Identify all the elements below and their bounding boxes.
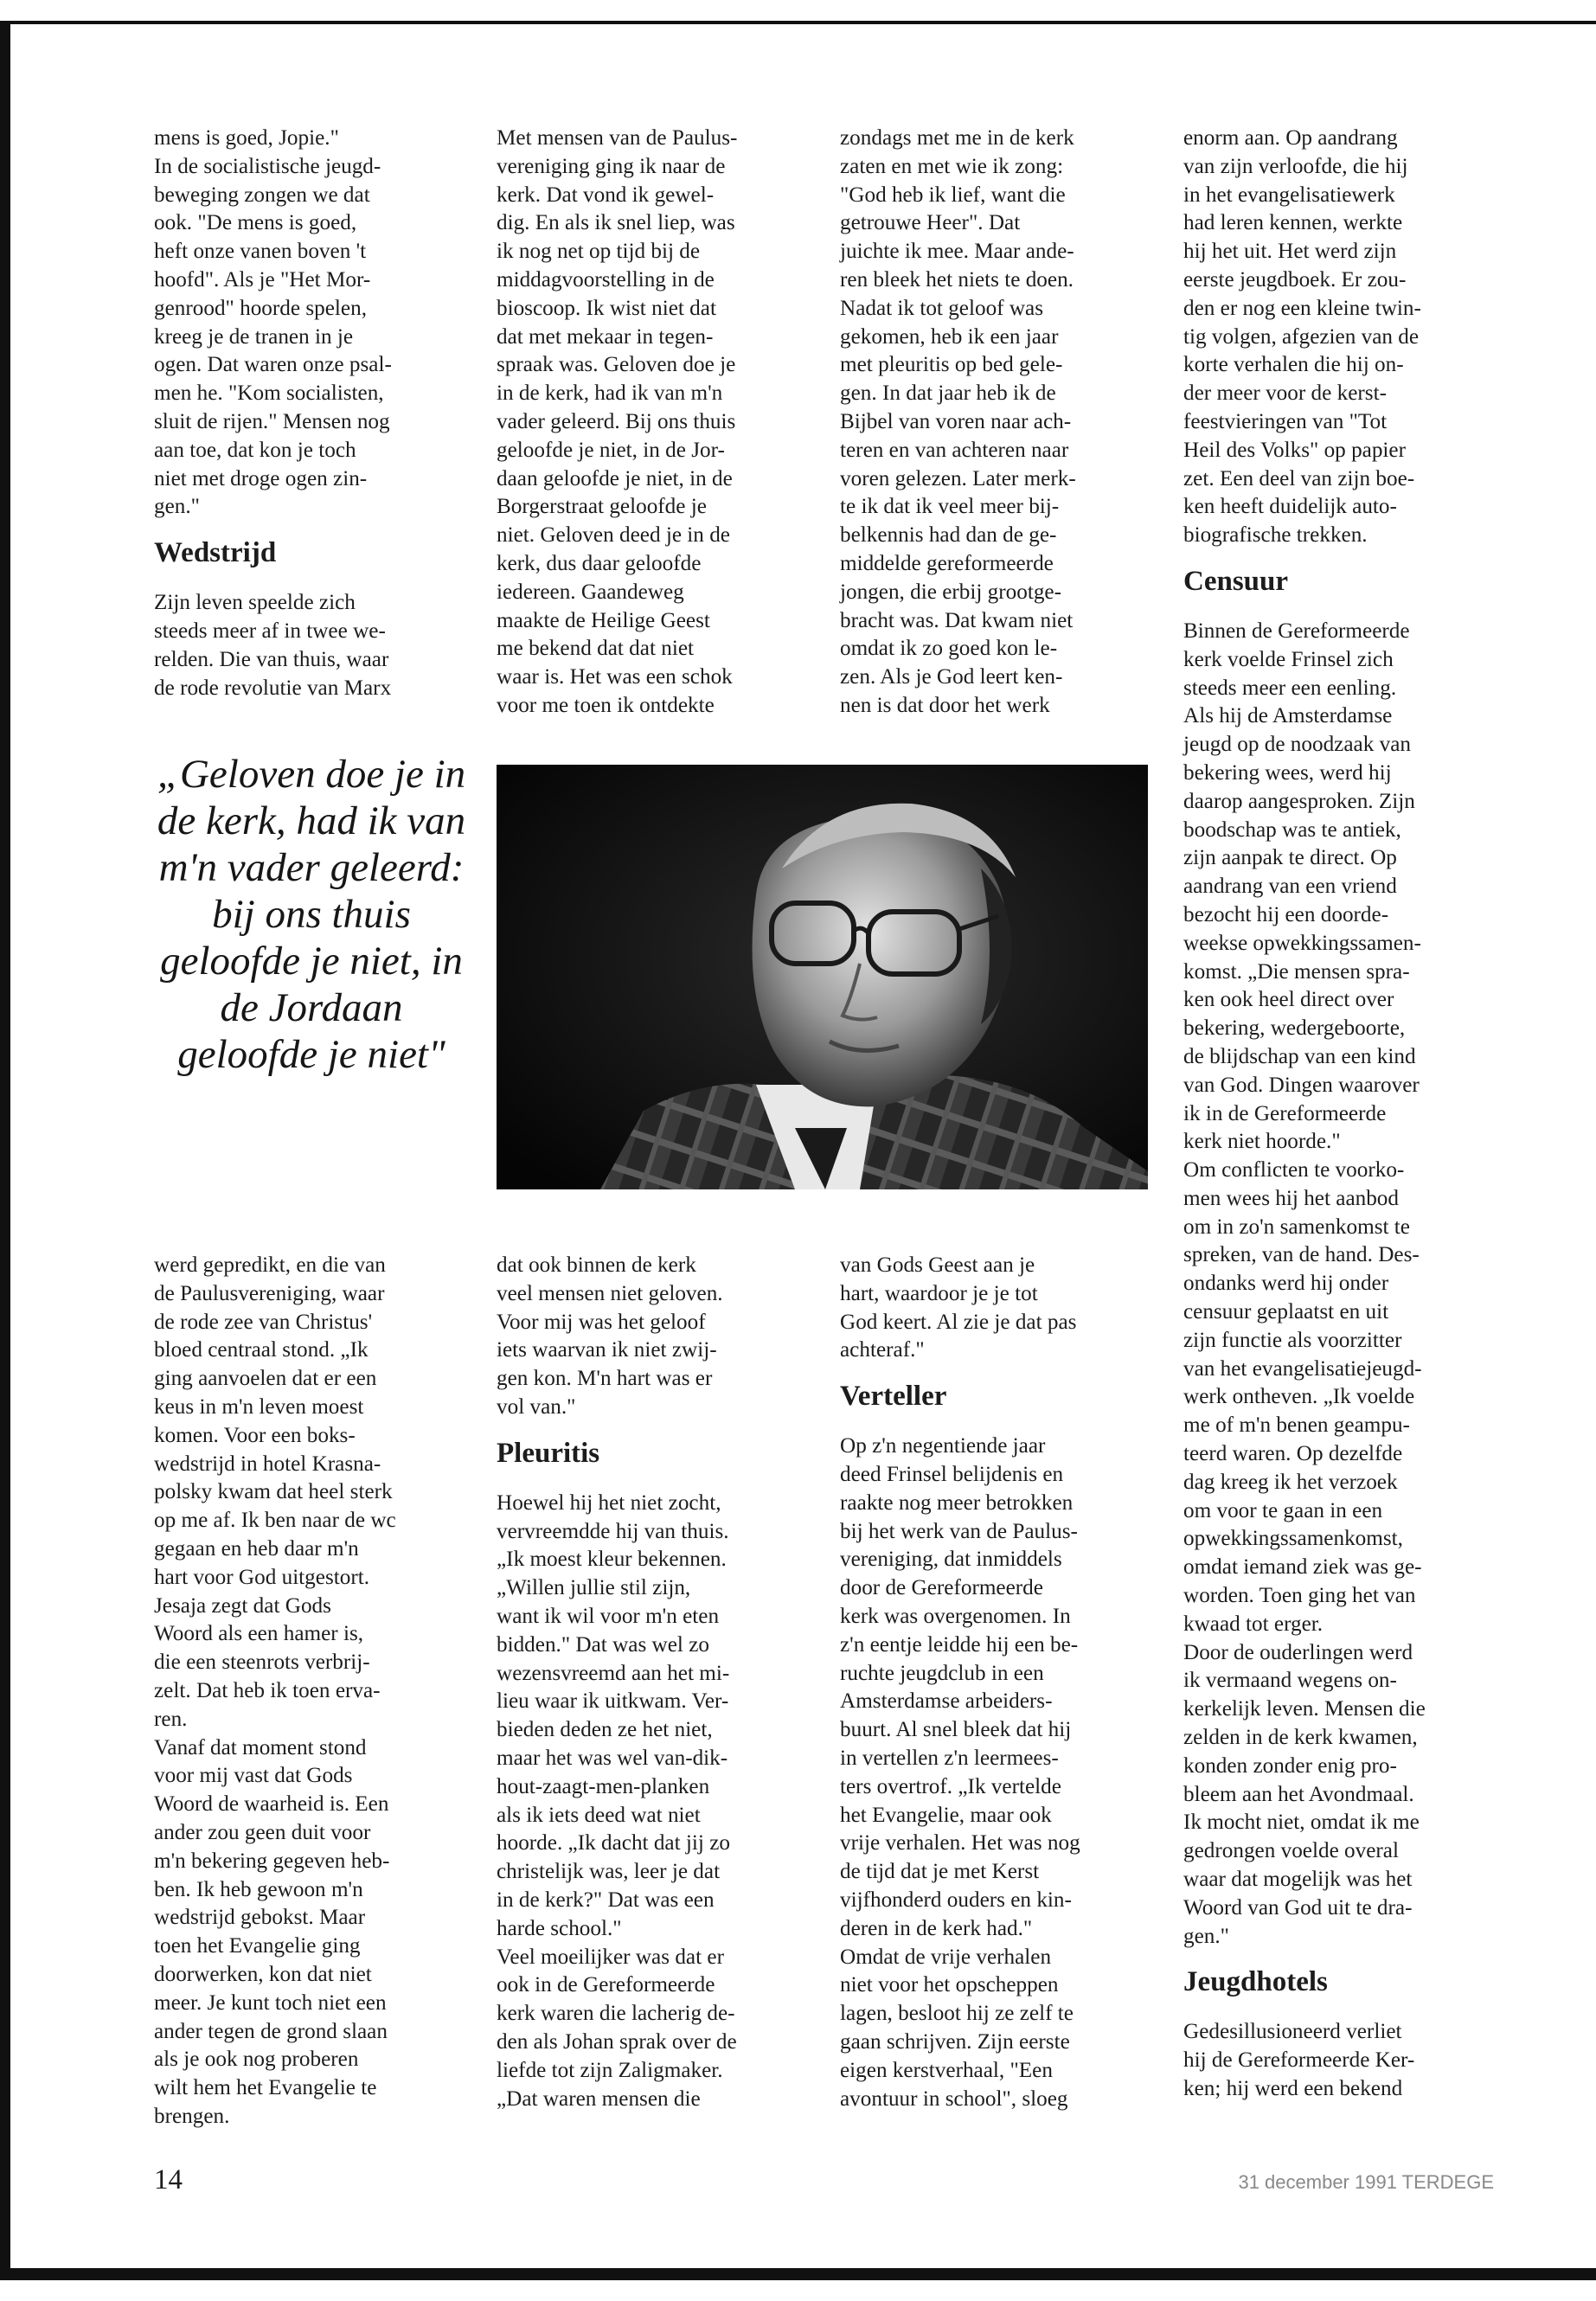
body-paragraph: van Gods Geest aan je hart, waardoor je je tot God keert. Al zie je dat pas achteraf." — [840, 1253, 1077, 1362]
section-heading: Jeugdhotels — [1183, 1966, 1328, 1998]
body-paragraph: zondags met me in de kerk zaten en met wie ik zong: "God heb ik lief, want die getrouwe Heer". Dat juichte ik mee. Maar ande- ren bleek het niets te doen. Nadat ik tot geloof was gekomen, heb ik een jaar met pleuritis op bed gele- gen. In dat jaar heb ik de Bijbel van voren naar ach- teren en van achteren naar voren gelezen. Later merk- te ik dat ik veel meer bij- belkennis had dan de ge- middelde gereformeerde jongen, die erbij grootge- bracht was. Dat kwam niet omdat ik zo goed kon le- zen. Als je God leert ken- nen is dat door het werk — [840, 126, 1076, 717]
body-paragraph: Op z'n negentiende jaar deed Frinsel belijdenis en raakte nog meer betrokken bij het werk van de Paulus- vereniging, dat inmiddels door de Gereformeerde kerk was overgenomen. In z'n eentje leidde hij een be- ruchte jeugdclub in een Amsterdamse arbeiders- buurt. Al snel bleek dat hij in vertellen z'n leermees- ters overtrof. „Ik vertelde het Evangelie, maar ook vrije verhalen. Het was nog de tijd dat je met Kerst vijfhonderd ouders en kin- deren in de kerk had." Omdat de vrije verhalen niet voor het opscheppen lagen, besloot hij ze zelf te gaan schrijven. Zijn eerste eigen kerstverhaal, "Een avontuur in school", sloeg — [840, 1434, 1080, 2111]
page-frame-top — [0, 21, 1596, 24]
page-number: 14 — [154, 2164, 183, 2195]
column-3-bottom — [840, 1252, 1151, 2113]
page-frame-left — [0, 21, 10, 2279]
pull-quote: „Geloven doe je in de kerk, had ik van m'n vader geleerd: bij ons thuis geloofde je niet, in de Jordaan geloofde je niet" — [157, 752, 466, 1077]
body-paragraph: Zijn leven speelde zich steeds meer af in twee we- relden. Die van thuis, waar de rode revolutie van Marx — [154, 591, 392, 700]
column-2-bottom — [497, 1252, 808, 2113]
body-paragraph: Gedesillusioneerd verliet hij de Gereformeerde Ker- ken; hij werd een bekend — [1183, 2020, 1415, 2100]
portrait-photo — [497, 765, 1148, 1189]
body-paragraph: dat ook binnen de kerk veel mensen niet geloven. Voor mij was het geloof iets waarvan ik niet zwij- gen kon. M'n hart was er vol van." — [497, 1253, 723, 1419]
issue-date: 31 december 1991 TERDEGE — [1238, 2171, 1494, 2193]
body-paragraph: mens is goed, Jopie." In de socialistische jeugd- beweging zongen we dat ook. "De mens is goed, heft onze vanen boven 't hoofd". Als je "Het Mor- genrood" hoorde spelen, kreeg je de tranen in je ogen. Dat waren onze psal- men he. "Kom socialisten, sluit de rijen." Mensen nog aan toe, dat kon je toch niet met droge ogen zin- gen." — [154, 126, 392, 519]
column-2-top — [497, 125, 808, 721]
column-1-top — [154, 125, 465, 702]
body-paragraph: Hoewel hij het niet zocht, vervreemdde hij van thuis. „Ik moest kleur bekennen. „Willen jullie stil zijn, want ik wil voor m'n eten bidden." Dat was wel zo wezensvreemd aan het mi- lieu waar ik uitkwam. Ver- bieden deden ze het niet, maar het was wel van-dik- hout-zaagt-men-planken als ik iets deed wat niet hoorde. „Ik dacht dat jij zo christelijk was, leer je dat in de kerk?" Dat was een harde school." Veel moeilijker was dat er ook in de Gereformeerde kerk waren die lacherig de- den als Johan sprak over de liefde tot zijn Zaligmaker. „Dat waren mensen die — [497, 1490, 737, 2111]
section-heading: Verteller — [840, 1381, 947, 1413]
column-1-bottom — [154, 1252, 465, 2131]
page-frame-bottom — [0, 2268, 1596, 2280]
body-paragraph: enorm aan. Op aandrang van zijn verloofde, die hij in het evangelisatiewerk had leren kennen, werkte hij het uit. Het werd zijn eerste jeugdboek. Er zou- den er nog een kleine twin- tig volgen, afgezien van de korte verhalen die hij on- der meer voor de kerst- feestvieringen van "Tot Heil des Volks" op papier zet. Een deel van zijn boe- ken heeft duidelijk auto- biografische trekken. — [1183, 126, 1421, 548]
body-paragraph: Met mensen van de Paulus- vereniging ging ik naar de kerk. Dat vond ik gewel- dig. En als ik snel liep, was ik nog net op tijd bij de middagvoorstelling in de bioscoop. Ik wist niet dat dat met mekaar in tegen- spraak was. Geloven doe je in de kerk, had ik van m'n vader geleerd. Bij ons thuis geloofde je niet, in de Jor- daan geloofde je niet, in de Borgerstraat geloofde je niet. Geloven deed je in de kerk, dus daar geloofde iedereen. Gaandeweg maakte de Heilige Geest me bekend dat dat niet waar is. Het was een schok voor me toen ik ontdekte — [497, 126, 738, 717]
column-3-top — [840, 125, 1151, 721]
section-heading: Wedstrijd — [154, 537, 277, 569]
body-paragraph: Binnen de Gereformeerde kerk voelde Frinsel zich steeds meer een eenling. Als hij de Amsterdamse jeugd op de noodzaak van bekering wees, werd hij daarop aangesproken. Zijn boodschap was te antiek, zijn aanpak te direct. Op aandrang van een vriend bezocht hij een doorde- weekse opwekkingssamen- komst. „Die mensen spra- ken ook heel direct over bekering, wedergeboorte, de blijdschap van een kind van God. Dingen waarover ik in de Gereformeerde kerk niet hoorde." Om conflicten te voorko- men wees hij het aanbod om in zo'n samenkomst te spreken, van de hand. Des- ondanks werd hij onder censuur geplaatst en uit zijn functie als voorzitter van het evangelisatiejeugd- werk ontheven. „Ik voelde me of m'n benen geampu- teerd waren. Op dezelfde dag kreeg ik het verzoek om voor te gaan in een opwekkingssamenkomst, omdat iemand ziek was ge- worden. Toen ging het van kwaad tot erger. Door de ouderlingen werd ik vermaand wegens on- kerkelijk leven. Mensen die zelden in de kerk kwamen, konden zonder enig pro- bleem aan het Avondmaal. Ik mocht niet, omdat ik me gedrongen voelde overal waar dat mogelijk was het Woord van God uit te dra- gen." — [1183, 619, 1426, 1948]
section-heading: Censuur — [1183, 565, 1289, 597]
section-heading: Pleuritis — [497, 1437, 600, 1469]
body-paragraph: werd gepredikt, en die van de Paulusvereniging, waar de rode zee van Christus' bloed centraal stond. „Ik ging aanvoelen dat er een keus in m'n leven moest komen. Voor een boks- wedstrijd in hotel Krasna- polsky kwam dat heel sterk op me af. Ik ben naar de wc gegaan en heb daar m'n hart voor God uitgestort. Jesaja zegt dat Gods Woord als een hamer is, die een steenrots verbrij- zelt. Dat heb ik toen erva- ren. Vanaf dat moment stond voor mij vast dat Gods Woord de waarheid is. Een ander zou geen duit voor m'n bekering gegeven heb- ben. Ik heb gewoon m'n wedstrijd gebokst. Maar toen het Evangelie ging doorwerken, kon dat niet meer. Je kunt toch niet een ander tegen de grond slaan als je ook nog proberen wilt hem het Evangelie te brengen. — [154, 1253, 396, 2128]
column-4 — [1183, 125, 1497, 2104]
